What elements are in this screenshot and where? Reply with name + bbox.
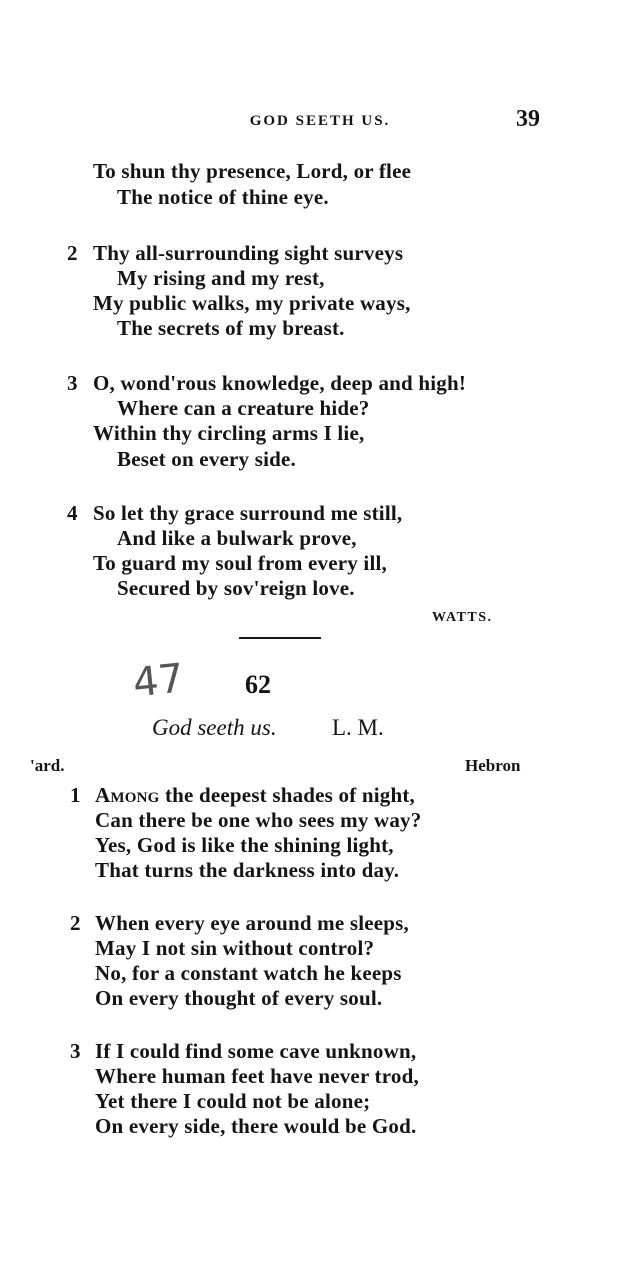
first-line-rest: the deepest shades of night, xyxy=(159,783,415,807)
stanza-number: 3 xyxy=(70,1039,81,1063)
hymn1-line: To shun thy presence, Lord, or flee xyxy=(93,159,412,183)
hymn1-line: So let thy grace surround me still, xyxy=(93,501,403,525)
hymn2-line: When every eye around me sleeps, xyxy=(95,911,409,935)
hymn2-first-line xyxy=(95,782,415,808)
hymn1-line: And like a bulwark prove, xyxy=(117,526,357,550)
running-head: GOD SEETH US. xyxy=(249,113,391,129)
page-number: 39 xyxy=(516,106,540,132)
hymn2-line: May I not sin without control? xyxy=(95,936,375,960)
hymn2-line: If I could find some cave unknown, xyxy=(95,1039,417,1063)
stanza-number: 2 xyxy=(67,241,78,265)
hymn2-line: Can there be one who sees my way? xyxy=(95,808,422,832)
hymn1-line: The secrets of my breast. xyxy=(117,316,345,340)
hymn1-line: Secured by sov'reign love. xyxy=(117,576,355,600)
hymn1-line: My public walks, my private ways, xyxy=(93,291,411,315)
pencil-annotation: 47 xyxy=(130,655,187,707)
drop-word: Among xyxy=(95,783,160,807)
tune-name-right: Hebron xyxy=(465,756,521,775)
hymn1-line: Beset on every side. xyxy=(117,447,296,471)
hymn1-line: The notice of thine eye. xyxy=(117,185,329,209)
stanza-number: 3 xyxy=(67,371,78,395)
hymn1-line: Within thy circling arms I lie, xyxy=(93,421,365,445)
stanza-number: 1 xyxy=(70,783,81,807)
hymn-number: 62 xyxy=(245,670,271,699)
stanza-number: 2 xyxy=(70,911,81,935)
author-attribution: WATTS. xyxy=(432,610,493,625)
hymn2-line: On every side, there would be God. xyxy=(95,1114,417,1138)
hymn1-line: O, wond'rous knowledge, deep and high! xyxy=(93,371,467,395)
hymn2-line: On every thought of every soul. xyxy=(95,986,383,1010)
hymn1-line: To guard my soul from every ill, xyxy=(93,551,387,575)
hymn2-line: Yes, God is like the shining light, xyxy=(95,833,394,857)
hymn-meter: L. M. xyxy=(332,715,384,740)
hymn-title: God seeth us. xyxy=(152,715,277,740)
hymn2-line: Where human feet have never trod, xyxy=(95,1064,419,1088)
section-divider xyxy=(239,637,321,639)
hymn2-line: That turns the darkness into day. xyxy=(95,858,400,882)
hymn2-line: Yet there I could not be alone; xyxy=(95,1089,371,1113)
hymn2-line: No, for a constant watch he keeps xyxy=(95,961,402,985)
hymn1-line: Where can a creature hide? xyxy=(117,396,370,420)
stanza-number: 4 xyxy=(67,501,78,525)
hymn1-line: My rising and my rest, xyxy=(117,266,325,290)
hymn1-line: Thy all-surrounding sight surveys xyxy=(93,241,404,265)
tune-name-left: 'ard. xyxy=(30,756,65,775)
